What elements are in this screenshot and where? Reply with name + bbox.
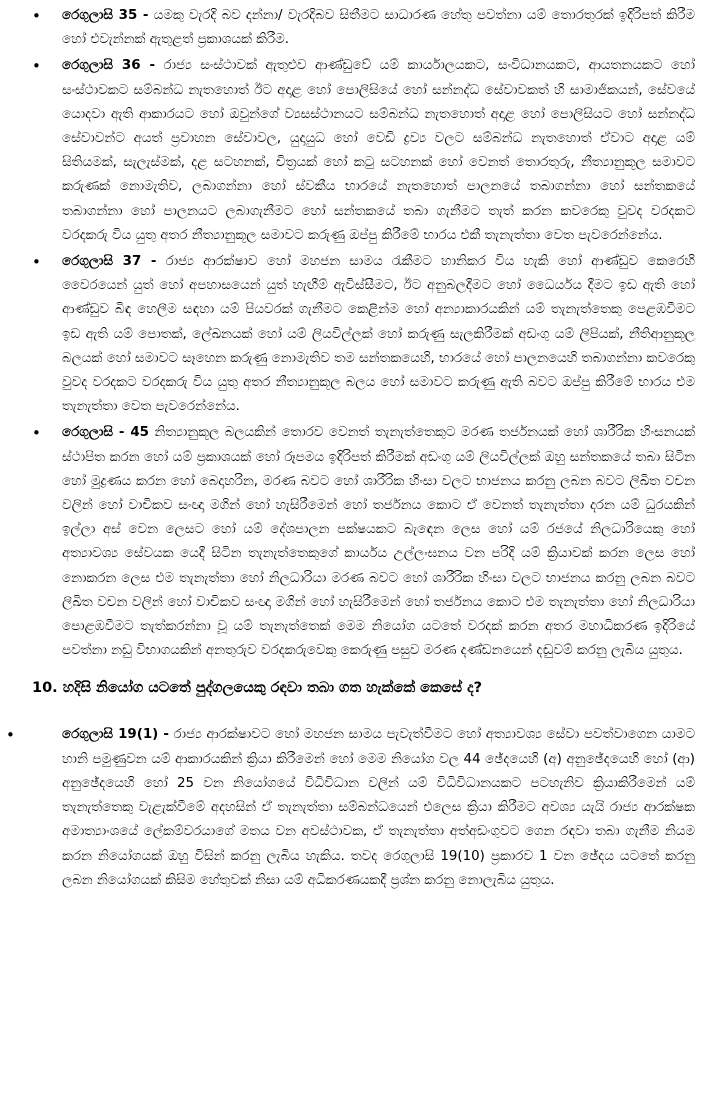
bullet-point: • <box>32 424 41 443</box>
bullet-point: • <box>32 253 41 272</box>
regulation-19-item <box>4 723 695 892</box>
regulation-label: රෙගුලාසි 35 - <box>62 8 149 23</box>
regulation-text: යමකු වැරදි බව දන්නා/ වැරදිබව සිතීමට සාධාරණ හේතු පවත්නා යම් තොරතුරක් ඉදිරිපත් කිරීම හෝ එවැන්නක් ඇතුළත් ප්‍රකාශයක් කිරීම. <box>62 8 695 48</box>
regulation-45-item <box>28 421 695 663</box>
regulation-36-item <box>28 54 695 248</box>
regulation-text: රාජ්‍ය ආරක්ෂාව හෝ මහජන සාමය රැකීමට හානිකර විය හැකි හෝ ආණ්ඩුව කෙරෙහි වෛරයෙන් යුත් හෝ අපහාසයෙන් යුත් හැඟීම් ඇවිස්සීමට, ඊට අනුබලදීමට හෝ ධෛර්යය දීමට ඉඩ ඇති හෝ ආණ්ඩුව බිඳ හෙලීම සඳහා යම් පියවරක් ගැනීමට කෙළින්ම හෝ අන්‍යාකාරයකින් යම් තැනැත්තෙකු පෙළඹවීමට ඉඩ ඇති යම් පොතක්, ලේඛනයක් හෝ යම් ලියවිල්ලක් හෝ කරුණු සැලකිරීමක් අඩංගු යම් ලිපියක්, නීතිආනුකූල බලයක් හෝ සමාවට සෑහෙන කරුණු නොමැතිව තම සන්තකයෙහි, භාරයේ හෝ පාලනයෙහි තබාගන්නා කවරෙකු වුවද වරදකට වරදකරු විය යුතු අතර නීත්‍යානුකූල බලය හෝ සමාවට කරුණු ඇති බවට ඔප්පු කිරීමේ භාරය එම තැනැත්තා වෙත පැවරෙන්නේය. <box>62 254 695 415</box>
regulation-text: රාජ්‍ය ආරක්ෂාවට හෝ මහජන සාමය පැවැත්වීමට හෝ අත්‍යාවශ්‍ය සේවා පවත්වාගෙන යාමට හානි පමුණුවන යම් ආකාරයකින් ක්‍රියා කිරීමෙන් හෝ මෙම නියෝග වල 44 ඡේදයෙහි (අ) අනුඡේදයෙහි හෝ (ආ) අනුඡේදයෙහි හෝ 25 වන නියෝගයේ විධිවිධාන වලින් යම් විධිවිධානයකට පටහැනිව ක්‍රියාකිරීමෙන් යම් තැනැත්තෙකු වැළැක්වීමේ අදහසින් ඒ තැනැත්තා සම්බන්ධයෙන් එලෙස ක්‍රියා කිරීමට අවශ්‍ය යැයි රාජ්‍ය ආරක්ෂක අමාත්‍යාංශයේ ලේකම්වරයාගේ මතය වන අවස්ථාවක, ඒ තැනැත්තා අත්අඩංගුවට ගෙන රඳවා තබා ගැනීම නියම කරන නියෝගයක් ඔහු විසින් කරනු ලැබිය හැකිය. තවද රෙගුලාසි 19(10) ප්‍රකාරව 1 වන ඡේදය යටතේ කරනු ලබන නියෝගයක් කිසිම හේතුවක් නිසා යම් අධිකරණයකදී ප්‍රශ්න කරනු නොලැබිය යුතුය. <box>62 727 695 888</box>
regulation-35-item <box>28 4 695 52</box>
regulation-text: රාජ්‍ය සංස්ථාවක් ඇතුළුව ආණ්ඩුවේ යම් කාර්යාලයකට, සංවිධානයකට, ආයතනයකට හෝ සංස්ථාවකට සම්බන්ධ නැතහොත් ඊට අදාළ හෝ පොලිසියේ හෝ සන්නද්ධ සේවාවකත් හි සාමාජිකයන්, සේවයේ යොදවා ඇති ආකාරයට හෝ ඔවුන්ගේ ව්‍යසස්ථානයට සම්බන්ධ නැතහොත් අදාළ හෝ පොලිසියට හෝ සන්නද්ධ සේවාවන්ට අයත් ප්‍රවාහන සේවාවල, යුදායුධ හෝ වෙඩි ද්‍රව්‍ය වලට සම්බන්ධ නැතහොත් ඒවාට අදාළ යම් සිතියමක්, සැලැස්මක්, දළ සටහනක්, චිත්‍රයක් හෝ කටු සටහනක් හෝ වෙනත් තොරතුරු, නීත්‍යානුකූල සමාවට කරුණක් නොමැතිව, ලබාගන්නා හෝ ස්වකීය භාරයේ නැතහොත් පාලනයේ තබාගන්නා හෝ සන්තකයේ තබාගන්නා හෝ පාලනයට ලබාගැනීමට හෝ සන්තකයේ තබා ගැනීමට තැත් කරන කවරෙකු වුවද වරදකට වරදකරු විය යුතු අතර නීත්‍යානුකූල සමාවට කරුණු ඔප්පු කිරීමේ භාරය එකී තැනැත්තා වෙත පැවරෙන්නේය. <box>62 58 695 243</box>
regulation-label: රෙගුලාසි - 45 <box>62 425 149 441</box>
regulation-label: රෙගුලාසි 36 - <box>62 58 156 74</box>
regulation-text: නිත්‍යානුකූල බලයකින් තොරව වෙනත් තැනැත්තෙකුට මරණ තර්ජනයක් හෝ ශාරීරික හිංසනයක් ස්ථාපිත කරන හෝ යම් ප්‍රකාශයක් හෝ රූපමය ඉදිරිපත් කිරීමක් අඩංගු යම් ලියවිල්ලක් ඔහු සන්තකයේ තබා සිටින හෝ මුද්‍රණය කරන හෝ බෙදාහරින, මරණ බවට හෝ ශාරීරික හිංසා වලට භාජනය කරනු ලබන බවට ලිඛිත වචන වලින් හෝ වාචිකව සංඥා මගින් හෝ හැසිරීමෙන් හෝ තර්ජනය කොට ඒ වෙනත් තැනැත්තා දරන යම් ධුරයකින් ඉල්ලා අස් වෙන ලෙසට හෝ යම් දේශපාලන පක්ෂයකට බැඳෙන ලෙස හෝ යම් රජයේ නිලධාරියෙකු හෝ අත්‍යාවශ්‍ය සේවයක යෙදී සිටින තැනැත්තෙකුගේ කාර්යය උල්ලංඝනය වන පරිදි යම් ක්‍රියාවක් කරන ලෙස හෝ නොකරන ලෙස එම තැනැත්තා හෝ නිලධාරියා මරණ බවට හෝ ශාරීරික හිංසා වලට භාජනය කරනු ලබන බවට ලිඛිත වචන වලින් හෝ වාචිකව සංඥා මගින් හෝ හැසිරීමෙන් හෝ තර්ජනය කොට එම තැනැත්තා හෝ නිලධාරියා පොළඹවීමට තැත්කරන්නා වූ යම් තැනැත්තෙක් මෙම නියෝග යටතේ වරදක් කරන අතර මහාධිකරණ ඉදිරියේ පවත්නා නඩු විභාගයකින් අනතුරුව වරදකරුවෙකු කෙරුණු පසුව මරණ දණ්ඩනයෙන් දඬුවම් කරනු ලැබිය යුතුය. <box>62 425 695 659</box>
regulation-label: රෙගුලාසි 37 - <box>62 254 157 270</box>
bullet-point: • <box>6 726 15 745</box>
bullet-point: • <box>32 57 41 76</box>
regulation-37-item <box>28 250 695 419</box>
bullet-point: • <box>32 7 41 25</box>
section-heading: 10. හදිසි නියෝග යටතේ පුද්ගලයෙකු රඳවා තබා ගත හැක්කේ කෙසේ ද? <box>32 680 482 697</box>
regulation-label: රෙගුලාසි 19(1) - <box>62 727 169 743</box>
